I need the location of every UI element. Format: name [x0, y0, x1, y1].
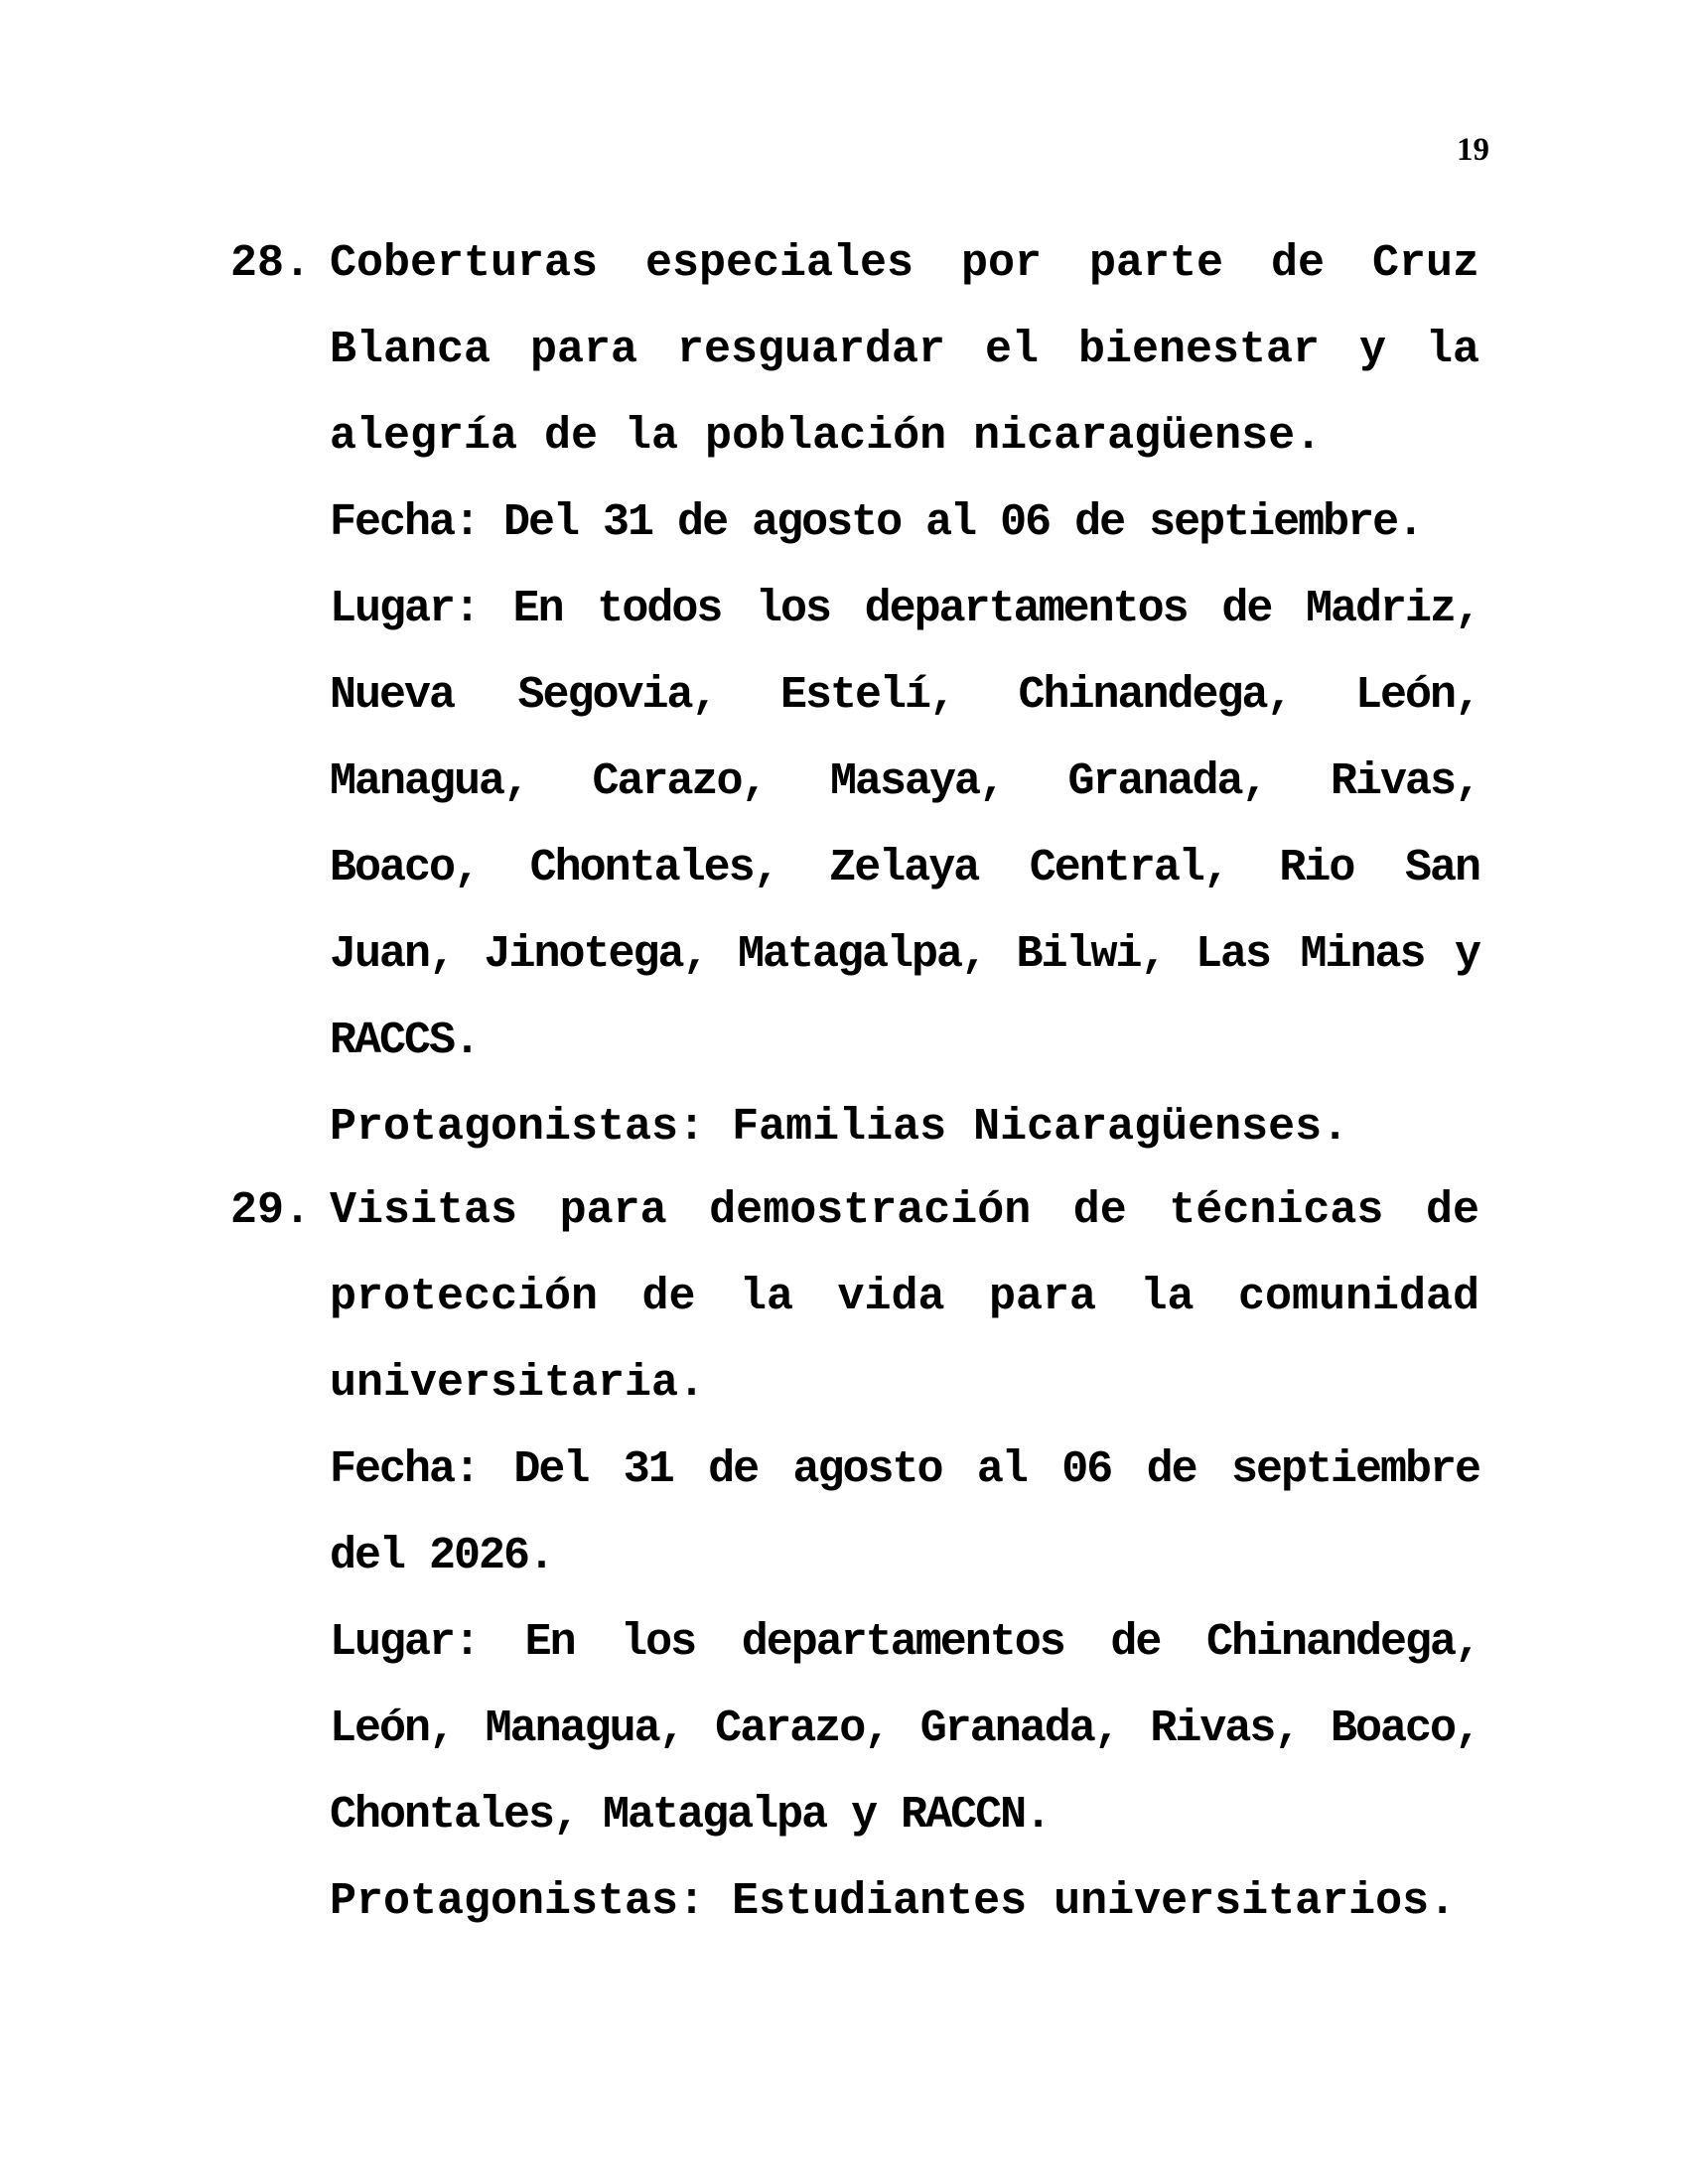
item-lugar: Lugar: En los departamentos de Chinandega, León, Managua, Carazo, Granada, Rivas, Boaco, Chontales, Matagalpa y RACCN. — [330, 1617, 1479, 1841]
item-number: 28. — [230, 238, 312, 289]
item-protagonistas: Protagonistas: Familias Nicaragüenses. — [330, 1102, 1349, 1153]
item-title: Visitas para demostración de técnicas de protección de la vida para la comunidad universitaria. — [330, 1185, 1479, 1409]
item-body — [330, 1167, 1479, 1945]
item-fecha: Fecha: Del 31 de agosto al 06 de septiembre. — [330, 497, 1423, 548]
item-lugar: Lugar: En todos los departamentos de Madriz, Nueva Segovia, Estelí, Chinandega, León, Managua, Carazo, Masaya, Granada, Rivas, Boaco, Chontales, Zelaya Central, Rio San Juan, Jinotega, Matagalpa, Bilwi, Las Minas y RACCS. — [330, 584, 1479, 1066]
item-fecha: Fecha: Del 31 de agosto al 06 de septiembre del 2026. — [330, 1444, 1479, 1581]
list-item — [230, 1167, 1479, 1945]
item-body — [330, 220, 1479, 1170]
page-number: 19 — [1457, 132, 1489, 168]
item-number: 29. — [230, 1185, 312, 1236]
item-title: Coberturas especiales por parte de Cruz Blanca para resguardar el bienestar y la alegría de la población nicaragüense. — [330, 238, 1479, 462]
list-item — [230, 220, 1479, 1170]
item-protagonistas: Protagonistas: Estudiantes universitarios. — [330, 1876, 1457, 1927]
